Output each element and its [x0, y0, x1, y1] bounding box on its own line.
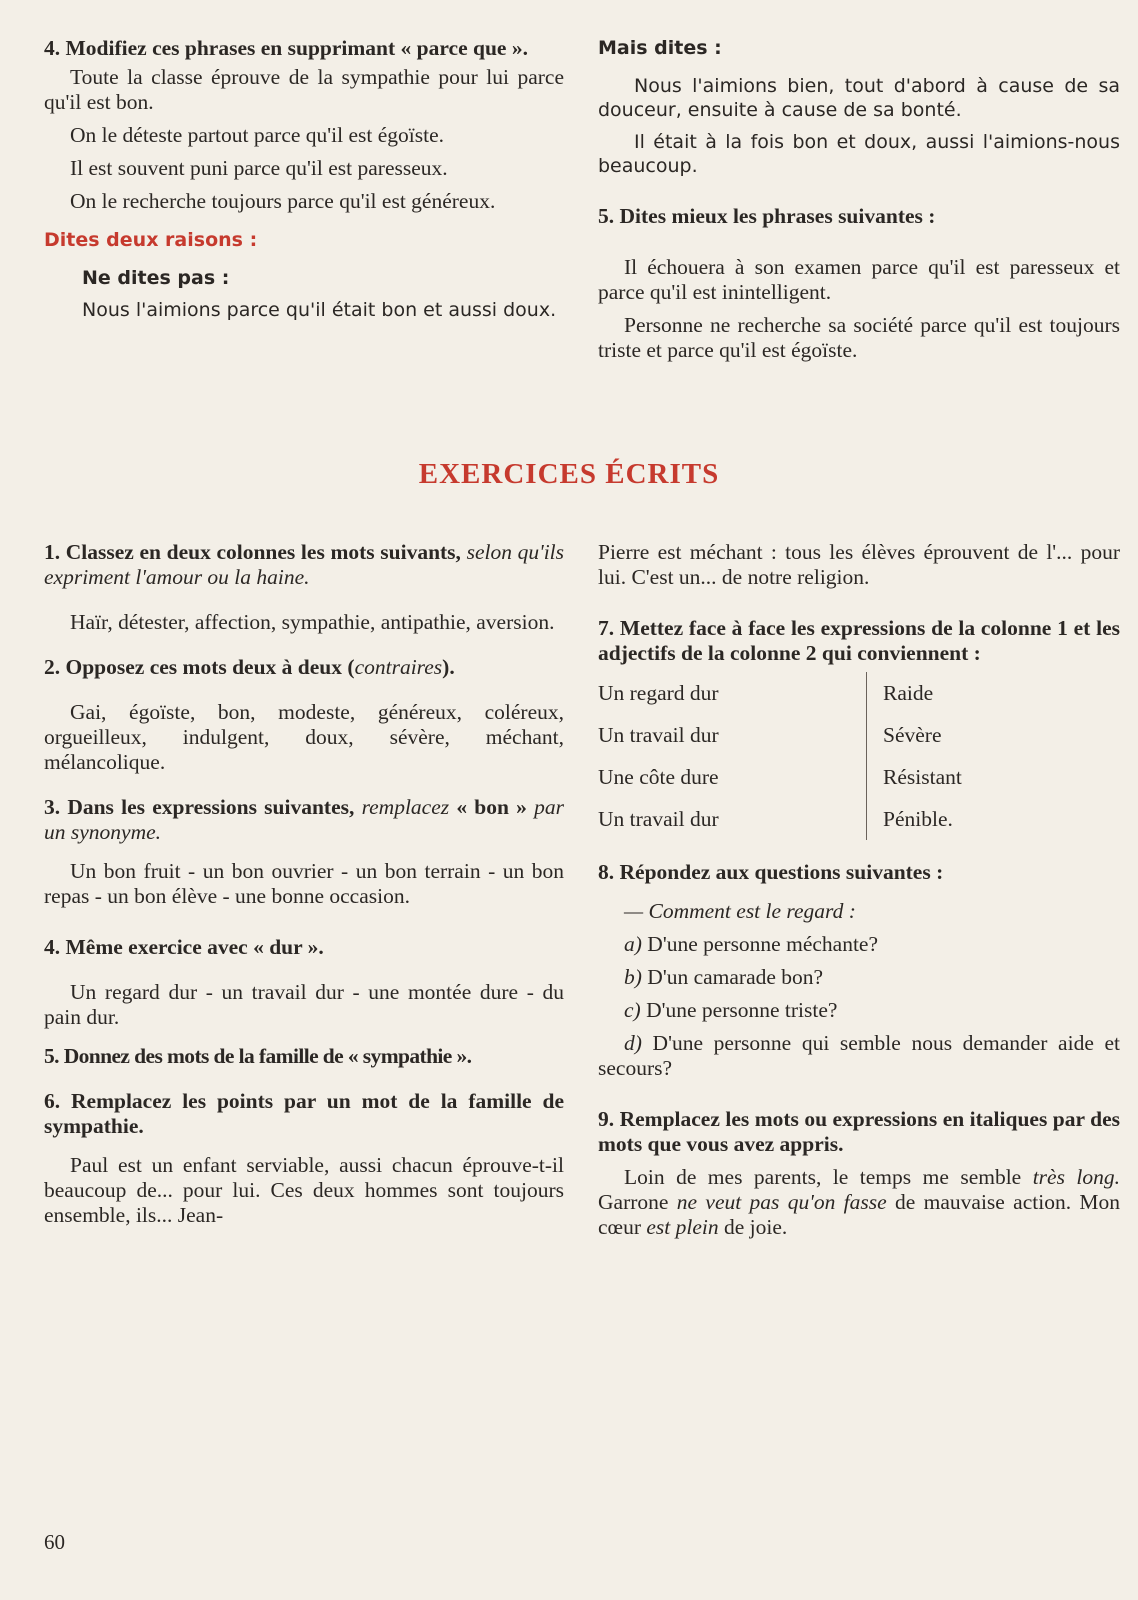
top-right-column	[598, 36, 1120, 363]
written-exercise-2-title-italic: contraires	[354, 655, 443, 679]
table-row	[598, 756, 1113, 798]
mais-dites-heading: Mais dites :	[598, 37, 722, 59]
ne-dites-pas-heading: Ne dites pas :	[82, 267, 230, 289]
written-exercise-6-title: 6. Remplacez les points par un mot de la famille de sympathie.	[44, 1089, 564, 1138]
column-1-expression: Un travail dur	[598, 806, 719, 831]
written-exercise-9-title: 9. Remplacez les mots ou expressions en italiques par des mots que vous avez appris.	[598, 1107, 1120, 1156]
question-item	[598, 965, 1120, 990]
column-1-expression: Une côte dure	[598, 764, 719, 789]
mais-dites-line: Nous l'aimions bien, tout d'abord à cause de sa douceur, ensuite à cause de sa bonté.	[598, 75, 1120, 121]
column-2-adjective: Résistant	[867, 756, 1114, 798]
written-exercise-3-title-bold: 3. Dans les expressions suivantes,	[44, 795, 355, 819]
written-exercise-1-body: Haïr, détester, affection, sympathie, antipathie, aversion.	[70, 610, 555, 634]
bottom-right-column	[598, 540, 1120, 1240]
written-exercise-1-title-italic: selon qu'ils expriment l'amour ou la haine.	[44, 540, 565, 589]
written-exercise-1-title	[44, 540, 564, 590]
written-exercise-9-body	[598, 1165, 1120, 1240]
exercise-4-line: On le déteste partout parce qu'il est égoïste.	[70, 123, 445, 147]
table-row	[598, 798, 1113, 840]
question-text: D'une personne triste?	[646, 998, 838, 1022]
exercise-4-title: 4. Modifiez ces phrases en supprimant « parce que ».	[44, 36, 528, 60]
dites-deux-raisons-heading: Dites deux raisons :	[44, 229, 258, 251]
exercise-5-line: Il échouera à son examen parce qu'il est paresseux et parce qu'il est inintelligent.	[598, 255, 1120, 304]
written-exercise-7-title: 7. Mettez face à face les expressions de la colonne 1 et les adjectifs de la colonne 2 qui conviennent :	[598, 616, 1120, 665]
exercise-4-line: Toute la classe éprouve de la sympathie pour lui parce qu'il est bon.	[44, 65, 564, 114]
text-segment: Garrone	[598, 1190, 669, 1214]
written-exercise-8-intro: — Comment est le regard :	[624, 899, 856, 923]
exercise-4-line: On le recherche toujours parce qu'il est généreux.	[70, 189, 496, 213]
question-letter: c)	[624, 998, 641, 1022]
question-text: D'une personne qui semble nous demander aide et secours?	[598, 1031, 1120, 1080]
written-exercise-8-title: 8. Répondez aux questions suivantes :	[598, 860, 944, 884]
column-2-adjective: Raide	[867, 672, 1114, 714]
written-exercise-5-title: 5. Donnez des mots de la famille de « sympathie ».	[44, 1044, 472, 1068]
question-item	[598, 932, 1120, 957]
written-exercise-6-body: Paul est un enfant serviable, aussi chacun éprouve-t-il beaucoup de... pour lui. Ces deux hommes sont toujours ensemble, ils... Jean-	[44, 1153, 564, 1227]
question-item	[598, 998, 1120, 1023]
written-exercise-3-title-word: « bon »	[456, 795, 527, 819]
matching-table	[598, 672, 1113, 840]
column-2-adjective: Sévère	[867, 714, 1114, 756]
question-letter: d)	[624, 1031, 642, 1055]
question-letter: a)	[624, 932, 642, 956]
italic-segment: ne veut pas qu'on fasse	[676, 1190, 887, 1214]
written-exercise-3-body: Un bon fruit - un bon ouvrier - un bon terrain - un bon repas - un bon élève - une bonne occasion.	[44, 859, 564, 908]
page-number: 60	[44, 1530, 65, 1554]
table-row	[598, 672, 1113, 714]
bottom-left-column	[44, 540, 564, 1228]
section-title: EXERCICES ÉCRITS	[418, 458, 720, 490]
written-exercise-2-title-end: ).	[442, 655, 455, 679]
question-item	[598, 1031, 1120, 1081]
column-2-adjective: Pénible.	[867, 798, 1114, 840]
table-row	[598, 714, 1113, 756]
italic-segment: très long.	[1032, 1165, 1121, 1189]
text-segment: de mauvaise action. Mon cœur	[598, 1190, 1121, 1239]
written-exercise-2-body: Gai, égoïste, bon, modeste, généreux, coléreux, orgueilleux, indulgent, doux, sévère, méchant, mélancolique.	[44, 700, 564, 774]
top-left-column	[44, 36, 564, 322]
written-exercise-1-title-bold: 1. Classez en deux colonnes les mots suivants,	[44, 540, 461, 564]
exercise-5-title: 5. Dites mieux les phrases suivantes :	[598, 204, 936, 228]
question-text: D'un camarade bon?	[647, 965, 824, 989]
question-text: D'une personne méchante?	[647, 932, 879, 956]
exercise-4-line: Il est souvent puni parce qu'il est paresseux.	[70, 156, 448, 180]
text-segment: Loin de mes parents, le temps me semble	[624, 1165, 1022, 1189]
written-exercise-6-continuation: Pierre est méchant : tous les élèves éprouvent de l'... pour lui. C'est un... de notre religion.	[598, 540, 1120, 589]
written-exercise-3-title-italic-end: par un synonyme.	[44, 795, 564, 844]
written-exercise-2-title-bold: 2. Opposez ces mots deux à deux (	[44, 655, 355, 679]
ne-dites-pas-example: Nous l'aimions parce qu'il était bon et aussi doux.	[82, 299, 557, 321]
written-exercise-4-title: 4. Même exercice avec « dur ».	[44, 935, 324, 959]
written-exercise-4-body: Un regard dur - un travail dur - une montée dure - du pain dur.	[44, 980, 564, 1029]
written-exercise-2-title	[44, 655, 564, 680]
question-letter: b)	[624, 965, 642, 989]
written-exercise-3-title	[44, 795, 564, 845]
italic-segment: est plein	[646, 1215, 719, 1239]
column-1-expression: Un travail dur	[598, 722, 719, 747]
exercise-5-line: Personne ne recherche sa société parce qu'il est toujours triste et parce qu'il est égoïste.	[598, 313, 1120, 362]
text-segment: de joie.	[723, 1215, 788, 1239]
written-exercise-3-title-italic: remplacez	[361, 795, 450, 819]
column-1-expression: Un regard dur	[598, 680, 719, 705]
mais-dites-line: Il était à la fois bon et doux, aussi l'aimions-nous beaucoup.	[598, 131, 1120, 177]
